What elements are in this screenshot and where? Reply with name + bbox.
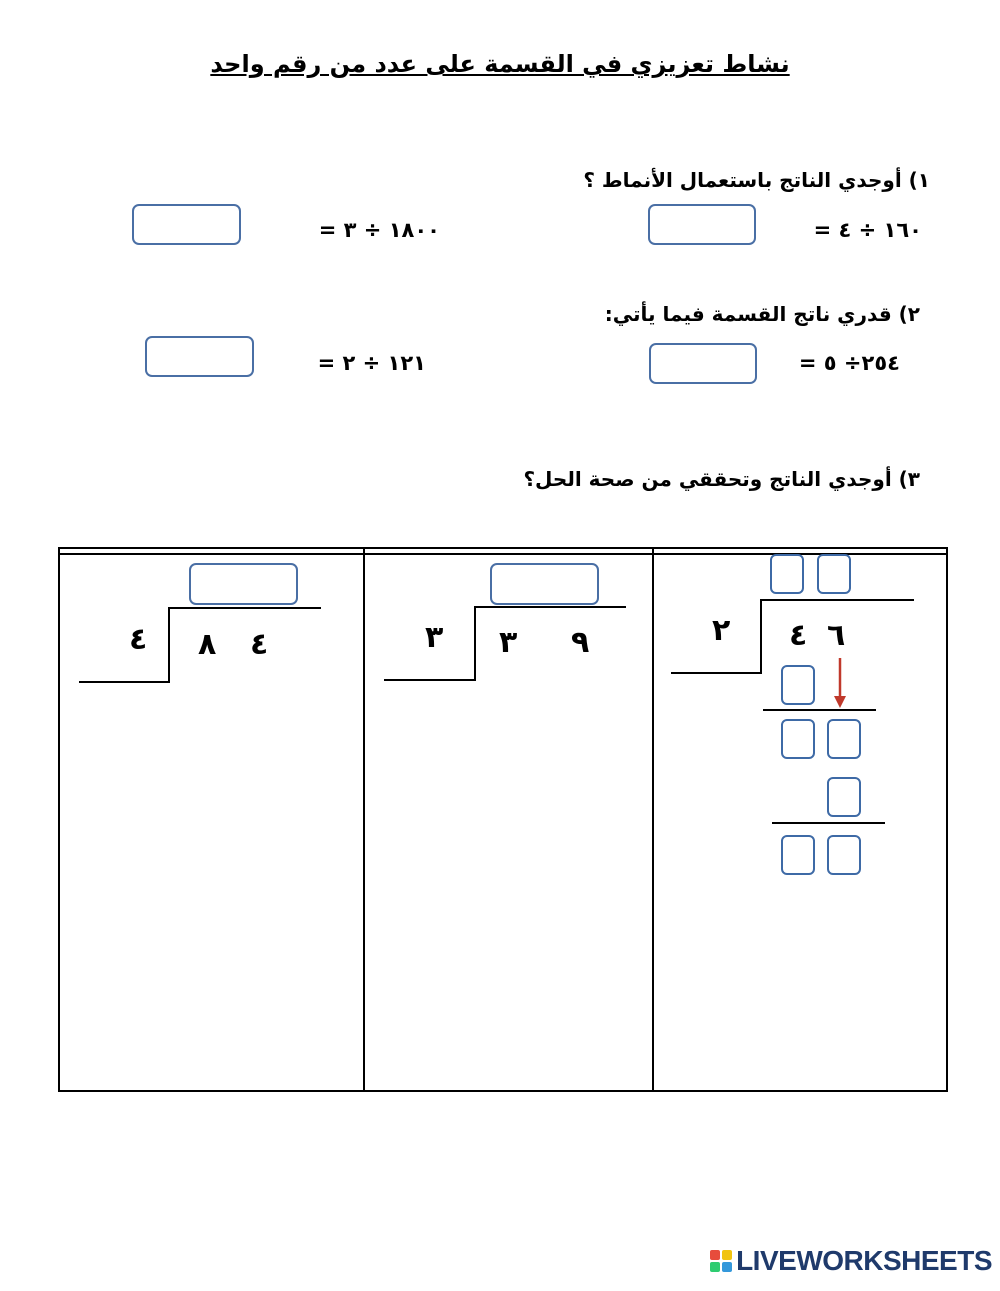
dividend-digit-tens-left: ٨ — [198, 627, 217, 662]
q1-answer-box-2[interactable] — [132, 204, 241, 245]
q1-expression-2: ١٨٠٠ ÷ ٣ = — [318, 218, 440, 242]
divisor-right: ٢ — [712, 613, 731, 648]
division-bar-left — [169, 607, 321, 609]
liveworksheets-logo — [710, 1245, 992, 1277]
liveworksheets-logo-icon — [710, 1250, 732, 1272]
quotient-answer-box-left[interactable] — [189, 563, 298, 605]
divisor-left: ٤ — [129, 622, 148, 657]
quotient-answer-box-middle[interactable] — [490, 563, 599, 605]
question-3-heading: ٣) أوجدي الناتج وتحققي من صحة الحل؟ — [523, 467, 920, 491]
final-remainder-box-1[interactable] — [781, 835, 815, 875]
divisor-underline-right — [671, 672, 762, 674]
step-product-box-2[interactable] — [827, 777, 861, 817]
dividend-digit-tens-right: ٤ — [789, 618, 808, 653]
liveworksheets-brand-text: LIVEWORKSHEETS — [736, 1245, 992, 1276]
question-2-heading: ٢) قدري ناتج القسمة فيما يأتي: — [604, 302, 920, 326]
divisor-underline-left — [79, 681, 170, 683]
dividend-digit-ones-middle: ٩ — [571, 625, 590, 660]
divisor-underline-middle — [384, 679, 475, 681]
division-bracket-left — [168, 607, 170, 683]
dividend-digit-ones-left: ٤ — [250, 627, 269, 662]
division-bracket-middle — [474, 606, 476, 681]
grid-inner-top-line — [58, 553, 948, 555]
question-1-heading: ١) أوجدي الناتج باستعمال الأنماط ؟ — [583, 168, 930, 192]
divisor-middle: ٣ — [425, 620, 444, 655]
q2-answer-box-1[interactable] — [649, 343, 757, 384]
grid-separator-1 — [363, 547, 365, 1092]
q2-expression-1: ٢٥٤÷ ٥ = — [798, 351, 900, 375]
worksheet-title: نشاط تعزيزي في القسمة على عدد من رقم واحد — [210, 50, 790, 78]
subtraction-line-1 — [763, 709, 876, 711]
final-remainder-box-2[interactable] — [827, 835, 861, 875]
division-bar-right — [761, 599, 914, 601]
q1-answer-box-1[interactable] — [648, 204, 756, 245]
bring-down-arrow-icon — [832, 656, 848, 710]
division-bracket-right — [760, 599, 762, 674]
grid-separator-2 — [652, 547, 654, 1092]
step-product-box-1[interactable] — [781, 665, 815, 705]
quotient-box-ones[interactable] — [817, 554, 851, 594]
dividend-digit-ones-right: ٦ — [827, 618, 846, 653]
subtraction-line-2 — [772, 822, 885, 824]
dividend-digit-tens-middle: ٣ — [499, 625, 518, 660]
q2-expression-2: ١٢١ ÷ ٢ = — [317, 351, 426, 375]
q1-expression-1: ١٦٠ ÷ ٤ = — [813, 218, 922, 242]
division-bar-middle — [475, 606, 626, 608]
step-remainder-box-1[interactable] — [781, 719, 815, 759]
q2-answer-box-2[interactable] — [145, 336, 254, 377]
step-remainder-box-2[interactable] — [827, 719, 861, 759]
quotient-box-tens[interactable] — [770, 554, 804, 594]
